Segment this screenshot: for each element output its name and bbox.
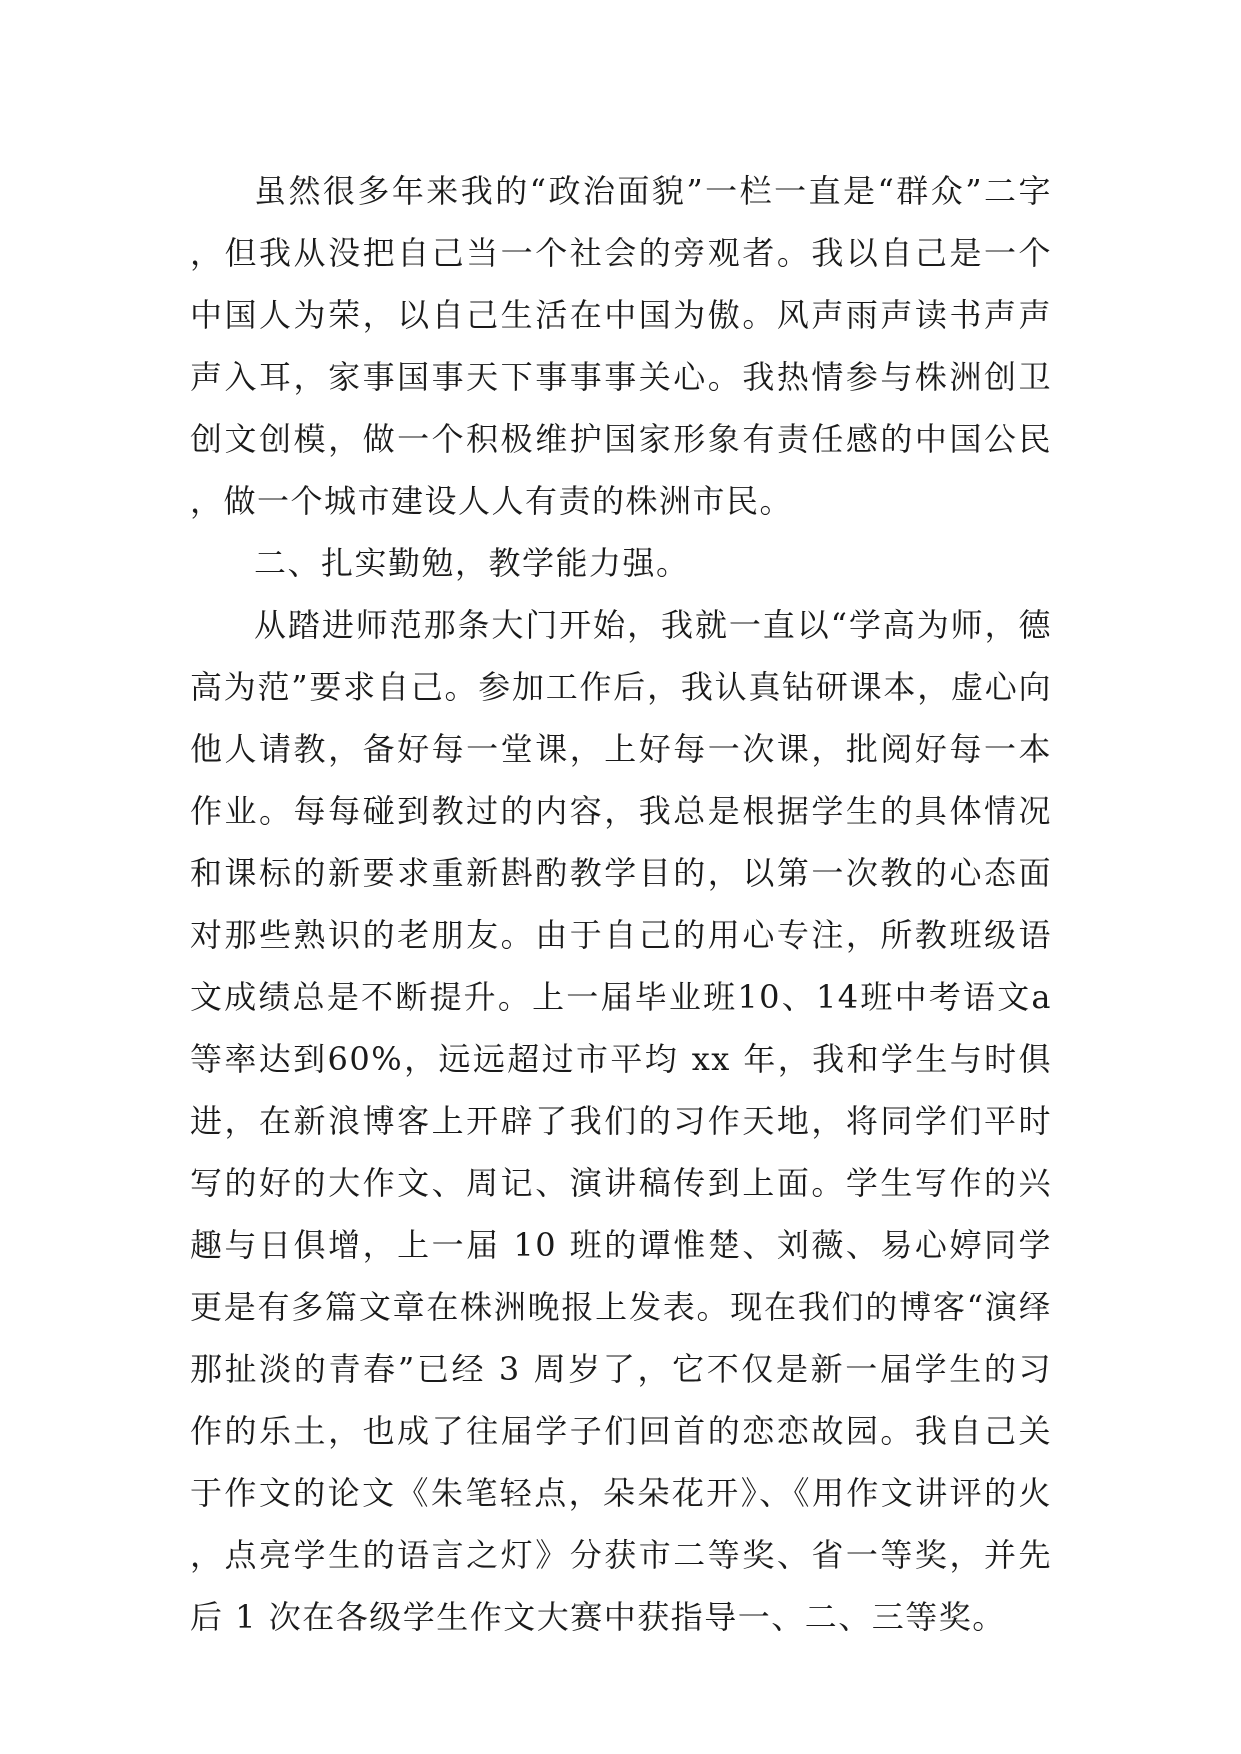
paragraph-political-stance: 虽然很多年来我的“政治面貌”一栏一直是“群众”二字，但我从没把自己当一个社会的旁观者。我以自己是一个中国人为荣，以自己生活在中国为傲。风声雨声读书声声声入耳，家事国事天下事事事关心。我热情参与株洲创卫创文创模，做一个积极维护国家形象有责任感的中国公民，做一个城市建设人人有责的株洲市民。 (190, 172, 1052, 520)
document-body (190, 160, 1052, 1648)
paragraph-teaching-achievements: 从踏进师范那条大门开始，我就一直以“学高为师，德高为范”要求自己。参加工作后，我认真钻研课本，虚心向他人请教，备好每一堂课，上好每一次课，批阅好每一本作业。每每碰到教过的内容，我总是根据学生的具体情况和课标的新要求重新斟酌教学目的，以第一次教的心态面对那些熟识的老朋友。由于自己的用心专注，所教班级语文成绩总是不断提升。上一届毕业班10、14班中考语文a等率达到60%，远远超过市平均 xx 年，我和学生与时俱进，在新浪博客上开辟了我们的习作天地，将同学们平时写的好的大作文、周记、演讲稿传到上面。学生写作的兴趣与日俱增，上一届 10 班的谭惟楚、刘薇、易心婷同学更是有多篇文章在株洲晚报上发表。现在我们的博客“演绎那扯淡的青春”已经 3 周岁了，它不仅是新一届学生的习作的乐土，也成了往届学子们回首的恋恋故园。我自己关于作文的论文《朱笔轻点，朵朵花开》、《用作文讲评的火，点亮学生的语言之灯》分获市二等奖、省一等奖，并先后 1 次在各级学生作文大赛中获指导一、二、三等奖。 (190, 606, 1052, 1636)
section-heading-teaching-ability: 二、扎实勤勉，教学能力强。 (254, 544, 690, 582)
